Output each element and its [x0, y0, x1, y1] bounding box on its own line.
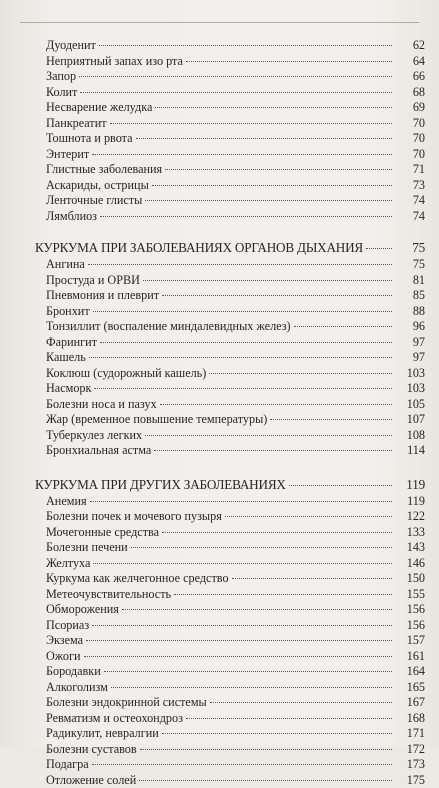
toc-entry-title: Метеочувствительность	[46, 587, 171, 602]
toc-entry-title: Запор	[46, 69, 76, 84]
toc-entry[interactable]	[46, 571, 439, 587]
toc-entry-title: Насморк	[46, 381, 91, 396]
toc-entry[interactable]	[46, 178, 439, 194]
toc-entry[interactable]	[46, 350, 439, 366]
toc-entry-page-number: 165	[395, 680, 425, 695]
dot-leader	[140, 749, 392, 750]
dot-leader	[289, 485, 392, 486]
toc-entry-title: Куркума как желчегонное средство	[46, 571, 229, 586]
toc-section-respiratory	[0, 240, 439, 459]
table-of-contents	[0, 38, 439, 788]
toc-entry-page-number: 97	[395, 335, 425, 350]
toc-entry-title: Ожоги	[46, 649, 81, 664]
toc-entry[interactable]	[46, 428, 439, 444]
section-heading[interactable]	[35, 477, 439, 494]
toc-entry-title: Подагра	[46, 757, 89, 772]
toc-entry-page-number: 74	[395, 193, 425, 208]
toc-entry[interactable]	[46, 335, 439, 351]
dot-leader	[162, 532, 392, 533]
toc-entry-title: Панкреатит	[46, 116, 107, 131]
top-rule	[20, 22, 419, 23]
toc-entry[interactable]	[46, 69, 439, 85]
toc-entry-page-number: 108	[395, 428, 425, 443]
toc-entry-title: Обморожения	[46, 602, 119, 617]
section-title: КУРКУМА ПРИ ДРУГИХ ЗАБОЛЕВАНИЯХ	[35, 477, 286, 493]
toc-entry[interactable]	[46, 742, 439, 758]
toc-entry-page-number: 81	[395, 273, 425, 288]
dot-leader	[145, 200, 392, 201]
dot-leader	[162, 295, 392, 296]
dot-leader	[165, 169, 392, 170]
toc-entry-page-number: 64	[395, 54, 425, 69]
toc-entry-title: Болезни эндокринной системы	[46, 695, 207, 710]
toc-entry-title: Ленточные глисты	[46, 193, 142, 208]
section-page-number: 119	[395, 477, 425, 493]
toc-entry[interactable]	[46, 304, 439, 320]
toc-entry[interactable]	[46, 540, 439, 556]
dot-leader	[139, 780, 392, 781]
toc-entry-page-number: 171	[395, 726, 425, 741]
toc-entry-page-number: 75	[395, 257, 425, 272]
dot-leader	[162, 733, 392, 734]
toc-entry[interactable]	[46, 773, 439, 788]
toc-entry-title: Бронхит	[46, 304, 90, 319]
toc-entry-title: Жар (временное повышение температуры)	[46, 412, 267, 427]
toc-entry-page-number: 156	[395, 602, 425, 617]
toc-list	[0, 38, 439, 224]
toc-entry[interactable]	[46, 209, 439, 225]
toc-entry-page-number: 71	[395, 162, 425, 177]
toc-entry-page-number: 62	[395, 38, 425, 53]
toc-entry-page-number: 107	[395, 412, 425, 427]
toc-entry-page-number: 172	[395, 742, 425, 757]
toc-entry[interactable]	[46, 680, 439, 696]
toc-entry[interactable]	[46, 131, 439, 147]
dot-leader	[136, 138, 392, 139]
toc-entry-title: Несварение желудка	[46, 100, 152, 115]
section-page-number: 75	[395, 240, 425, 256]
dot-leader	[186, 718, 392, 719]
dot-leader	[174, 594, 392, 595]
toc-entry[interactable]	[46, 525, 439, 541]
dot-leader	[366, 248, 392, 249]
toc-entry-page-number: 105	[395, 397, 425, 412]
toc-entry-page-number: 155	[395, 587, 425, 602]
dot-leader	[99, 45, 392, 46]
toc-entry-title: Болезни суставов	[46, 742, 137, 757]
toc-entry[interactable]	[46, 618, 439, 634]
toc-list	[0, 494, 439, 788]
toc-entry[interactable]	[46, 412, 439, 428]
toc-entry-page-number: 168	[395, 711, 425, 726]
toc-entry-title: Энтерит	[46, 147, 89, 162]
toc-entry[interactable]	[46, 319, 439, 335]
section-title: КУРКУМА ПРИ ЗАБОЛЕВАНИЯХ ОРГАНОВ ДЫХАНИЯ	[35, 240, 363, 256]
toc-entry[interactable]	[46, 556, 439, 572]
toc-entry-title: Кашель	[46, 350, 86, 365]
toc-entry-page-number: 146	[395, 556, 425, 571]
dot-leader	[294, 326, 392, 327]
toc-entry[interactable]	[46, 695, 439, 711]
toc-entry[interactable]	[46, 494, 439, 510]
dot-leader	[94, 388, 392, 389]
toc-entry-title: Желтуха	[46, 556, 90, 571]
toc-entry-title: Фарингит	[46, 335, 97, 350]
toc-entry-title: Бронхиальная астма	[46, 443, 151, 458]
toc-entry-title: Дуоденит	[46, 38, 96, 53]
dot-leader	[92, 154, 392, 155]
toc-entry-page-number: 69	[395, 100, 425, 115]
dot-leader	[110, 123, 392, 124]
toc-entry-title: Колит	[46, 85, 77, 100]
toc-entry[interactable]	[46, 664, 439, 680]
toc-entry[interactable]	[46, 509, 439, 525]
toc-entry-title: Простуда и ОРВИ	[46, 273, 140, 288]
dot-leader	[88, 264, 392, 265]
toc-entry[interactable]	[46, 602, 439, 618]
toc-entry[interactable]	[46, 147, 439, 163]
dot-leader	[89, 357, 392, 358]
toc-entry[interactable]	[46, 726, 439, 742]
toc-entry-page-number: 85	[395, 288, 425, 303]
toc-entry[interactable]	[46, 587, 439, 603]
toc-group-digestive	[0, 38, 439, 224]
dot-leader	[122, 609, 392, 610]
dot-leader	[131, 547, 392, 548]
toc-entry[interactable]	[46, 273, 439, 289]
dot-leader	[92, 764, 392, 765]
dot-leader	[104, 671, 392, 672]
toc-entry[interactable]	[46, 381, 439, 397]
toc-entry-page-number: 103	[395, 366, 425, 381]
dot-leader	[145, 435, 392, 436]
section-heading[interactable]	[35, 240, 439, 257]
dot-leader	[111, 687, 392, 688]
toc-entry-page-number: 88	[395, 304, 425, 319]
toc-entry-title: Анемия	[46, 494, 87, 509]
dot-leader	[209, 373, 392, 374]
toc-entry-page-number: 70	[395, 131, 425, 146]
toc-entry-page-number: 143	[395, 540, 425, 555]
toc-entry-title: Тонзиллит (воспаление миндалевидных желез)	[46, 319, 291, 334]
toc-entry[interactable]	[46, 85, 439, 101]
toc-entry-title: Неприятный запах изо рта	[46, 54, 183, 69]
dot-leader	[84, 656, 392, 657]
toc-list	[0, 257, 439, 459]
toc-entry-title: Болезни носа и пазух	[46, 397, 157, 412]
toc-entry-title: Радикулит, невралгии	[46, 726, 159, 741]
toc-entry-title: Алкоголизм	[46, 680, 108, 695]
dot-leader	[93, 311, 392, 312]
toc-entry[interactable]	[46, 162, 439, 178]
toc-entry-title: Болезни почек и мочевого пузыря	[46, 509, 222, 524]
toc-entry[interactable]	[46, 288, 439, 304]
dot-leader	[93, 563, 392, 564]
dot-leader	[86, 640, 392, 641]
dot-leader	[232, 578, 392, 579]
dot-leader	[100, 342, 392, 343]
dot-leader	[100, 216, 392, 217]
toc-entry-page-number: 103	[395, 381, 425, 396]
toc-entry-page-number: 161	[395, 649, 425, 664]
dot-leader	[225, 516, 392, 517]
toc-entry-page-number: 66	[395, 69, 425, 84]
toc-entry-page-number: 150	[395, 571, 425, 586]
toc-entry-title: Бородавки	[46, 664, 101, 679]
dot-leader	[154, 450, 392, 451]
toc-entry-title: Отложение солей	[46, 773, 136, 788]
toc-entry[interactable]	[46, 257, 439, 273]
toc-entry[interactable]	[46, 116, 439, 132]
dot-leader	[143, 280, 392, 281]
toc-entry-title: Ангина	[46, 257, 85, 272]
toc-entry-page-number: 133	[395, 525, 425, 540]
toc-entry-title: Псориаз	[46, 618, 89, 633]
toc-section-other	[0, 477, 439, 788]
toc-entry-page-number: 175	[395, 773, 425, 788]
toc-entry[interactable]	[46, 443, 439, 459]
toc-entry-page-number: 122	[395, 509, 425, 524]
toc-entry-title: Глистные заболевания	[46, 162, 162, 177]
toc-entry-page-number: 119	[395, 494, 425, 509]
toc-entry-page-number: 173	[395, 757, 425, 772]
toc-entry-page-number: 157	[395, 633, 425, 648]
dot-leader	[210, 702, 392, 703]
toc-entry[interactable]	[46, 54, 439, 70]
toc-entry-page-number: 156	[395, 618, 425, 633]
toc-entry-page-number: 164	[395, 664, 425, 679]
dot-leader	[152, 185, 392, 186]
toc-entry-title: Туберкулез легких	[46, 428, 142, 443]
toc-entry-page-number: 96	[395, 319, 425, 334]
toc-entry-title: Ревматизм и остеохондроз	[46, 711, 183, 726]
toc-entry[interactable]	[46, 366, 439, 382]
toc-entry-title: Болезни печени	[46, 540, 128, 555]
toc-entry[interactable]	[46, 757, 439, 773]
toc-entry[interactable]	[46, 38, 439, 54]
toc-entry-title: Тошнота и рвота	[46, 131, 133, 146]
toc-entry-page-number: 70	[395, 116, 425, 131]
toc-entry-title: Пневмония и плеврит	[46, 288, 159, 303]
toc-entry-page-number: 167	[395, 695, 425, 710]
toc-entry-title: Экзема	[46, 633, 83, 648]
toc-entry-page-number: 114	[395, 443, 425, 458]
toc-entry-page-number: 73	[395, 178, 425, 193]
dot-leader	[155, 107, 392, 108]
toc-entry[interactable]	[46, 633, 439, 649]
toc-entry-title: Коклюш (судорожный кашель)	[46, 366, 206, 381]
toc-entry[interactable]	[46, 397, 439, 413]
dot-leader	[160, 404, 392, 405]
dot-leader	[186, 61, 392, 62]
dot-leader	[92, 625, 392, 626]
toc-entry[interactable]	[46, 193, 439, 209]
toc-entry-title: Мочегонные средства	[46, 525, 159, 540]
toc-entry-title: Лямблиоз	[46, 209, 97, 224]
dot-leader	[90, 501, 392, 502]
toc-entry-title: Аскариды, острицы	[46, 178, 149, 193]
toc-entry-page-number: 70	[395, 147, 425, 162]
toc-entry[interactable]	[46, 649, 439, 665]
dot-leader	[270, 419, 392, 420]
toc-entry[interactable]	[46, 711, 439, 727]
toc-entry-page-number: 97	[395, 350, 425, 365]
dot-leader	[80, 92, 392, 93]
toc-entry-page-number: 68	[395, 85, 425, 100]
dot-leader	[79, 76, 392, 77]
toc-entry[interactable]	[46, 100, 439, 116]
toc-entry-page-number: 74	[395, 209, 425, 224]
